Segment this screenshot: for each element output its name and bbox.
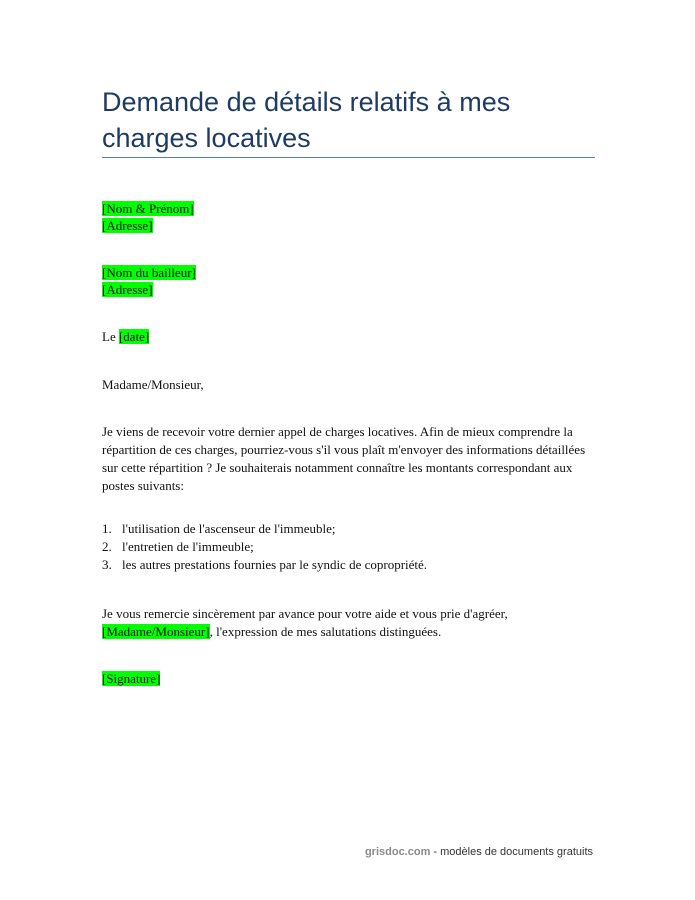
footer bbox=[365, 846, 593, 858]
salutation: Madame/Monsieur, bbox=[102, 377, 204, 392]
closing-placeholder: [Madame/Monsieur] bbox=[102, 624, 210, 639]
sender-address: [Adresse] bbox=[102, 218, 153, 233]
date-value: [date] bbox=[118, 329, 150, 344]
list-item: 3. les autres prestations fournies par le syndic de copropriété. bbox=[102, 557, 428, 572]
footer-tagline: - modèles de documents gratuits bbox=[430, 846, 593, 858]
postes-list bbox=[102, 520, 592, 574]
closing-line2: , l'expression de mes salutations distinguées. bbox=[209, 624, 442, 639]
footer-site: grisdoc.com bbox=[364, 846, 431, 858]
date-line bbox=[102, 328, 149, 345]
recipient-block bbox=[102, 264, 196, 298]
date-prefix: Le bbox=[102, 329, 119, 344]
sender-block bbox=[102, 200, 194, 234]
list-item: 1. l'utilisation de l'ascenseur de l'immeuble; bbox=[102, 521, 336, 536]
list-item: 2. l'entretien de l'immeuble; bbox=[102, 539, 254, 554]
signature-block bbox=[102, 670, 160, 687]
signature: [Signature] bbox=[102, 671, 161, 686]
page-title: Demande de détails relatifs à mes charges locatives bbox=[102, 87, 511, 153]
sender-name: [Nom & Prénom] bbox=[102, 201, 194, 216]
title-divider bbox=[102, 157, 595, 158]
recipient-address: [Adresse] bbox=[102, 282, 153, 297]
closing-line1: Je vous remercie sincèrement par avance pour votre aide et vous prie d'agréer, bbox=[102, 606, 508, 621]
body-paragraph: Je viens de recevoir votre dernier appel de charges locatives. Afin de mieux comprendre la répartition de ces charges, pourriez-vous s'il vous plaît m'envoyer des informations détaillées sur cette répartition ? Je souhaiterais notamment connaître les montants correspondant aux postes suivants: bbox=[102, 424, 586, 493]
closing-paragraph bbox=[102, 605, 592, 641]
recipient-name: [Nom du bailleur] bbox=[102, 265, 196, 280]
